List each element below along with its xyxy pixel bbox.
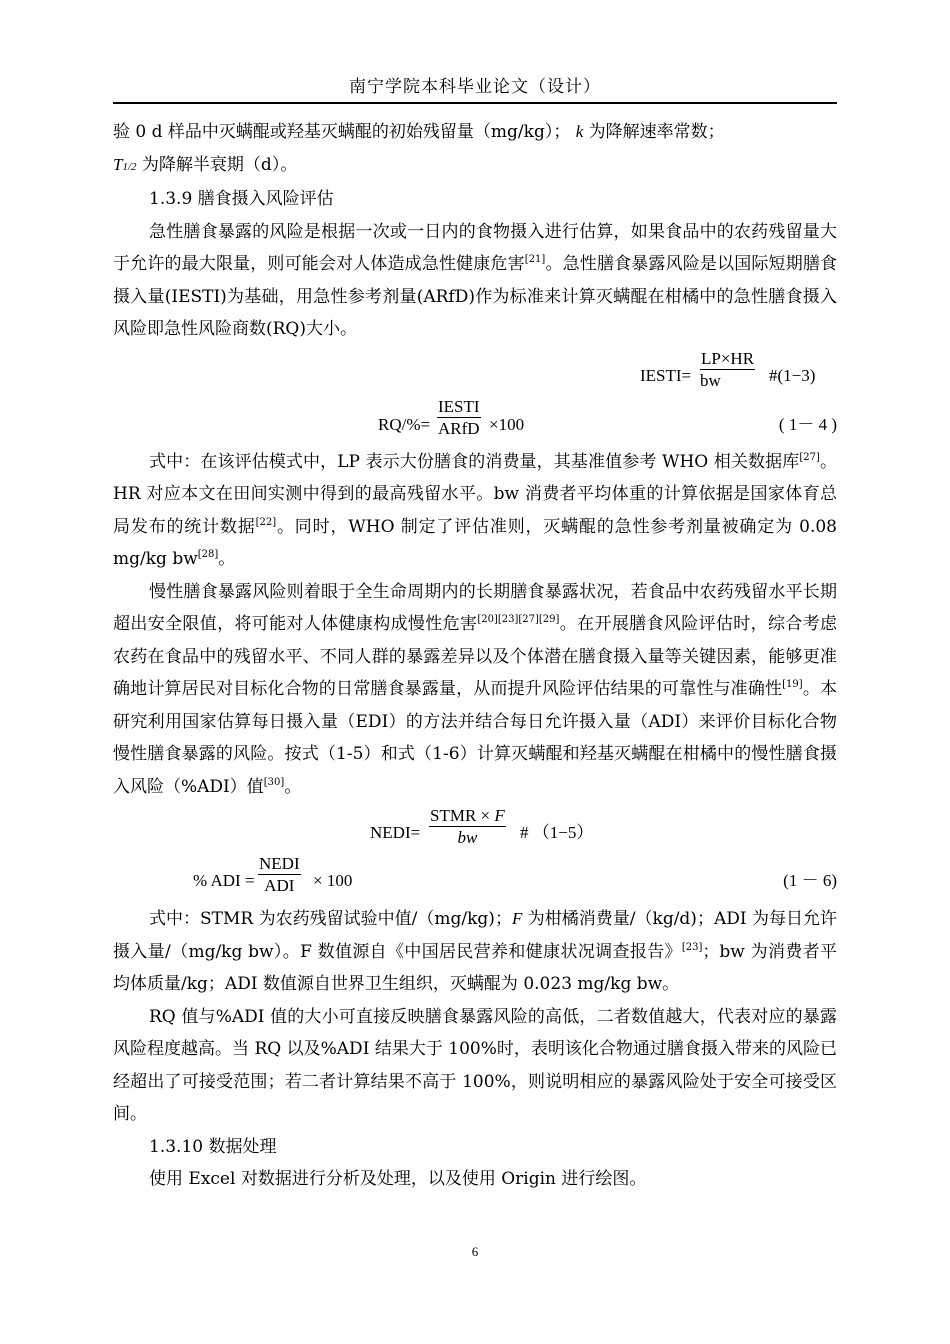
citation: [28]	[197, 549, 219, 560]
variable-k: k	[575, 122, 584, 141]
equation-fraction: $\frac{LP\times HR}{bw}$	[700, 348, 755, 390]
paragraph-intro: 验 0 d 样品中灭螨醌或羟基灭螨醌的初始残留量（mg/kg）； k 为降解速率常数； T1/2 为降解半衰期（d）。	[113, 122, 725, 175]
equation-fraction: IESTI ARfD	[437, 396, 480, 438]
equation-1-5: NEDI= STMR × F bw # （1−5）	[113, 803, 837, 853]
equation-tag: # （1−5）	[520, 823, 594, 842]
paragraph-data-processing: 使用 Excel 对数据进行分析及处理，以及使用 Origin 进行绘图。	[149, 1169, 647, 1189]
equation-fraction: NEDI ADI	[259, 854, 300, 895]
equation-number: ( 1－ 4 )	[778, 414, 837, 434]
equation-tag: #(1−3)	[769, 365, 816, 385]
paragraph-acute-risk: 急性膳食暴露的风险是根据一次或一日内的食物摄入进行估算，如果食品中的农药残留量大于允许的最大限量，则可能会对人体造成急性健康危害[21]。急性膳食暴露风险是以国际短期膳食摄入量(IESTI)为基础，用急性参考剂量(ARfD)作为标准来计算灭螨醌在柑橘中的急性膳食摄入风险即急性风险商数(RQ)大小。	[113, 221, 838, 339]
equation-fraction: STMR × F bw	[430, 806, 505, 847]
citation: [20][23][27][29]	[477, 614, 560, 625]
citation: [22]	[255, 516, 277, 528]
subscript-half: 1/2	[122, 160, 137, 173]
paragraph-where-acute: 式中：在该评估模式中，LP 表示大份膳食的消费量，其基准值参考 WHO 相关数据库[27]。HR 对应本文在田间实测中得到的最高残留水平。bw 消费者平均体重的计算依据是国家体育总局发布的统计数据[22]。同时，WHO 制定了评估准则，灭螨醌的急性参考剂量被确定为 0.08 mg/kg bw[28]。	[113, 451, 837, 569]
equation-1-6: % ADI = NEDI ADI × 100 (1 － 6)	[113, 853, 837, 903]
paragraph-where-chronic: 式中：STMR 为农药残留试验中值/（mg/kg)；F 为柑橘消费量/（kg/d)；ADI 为每日允许摄入量/（mg/kg bw）。F 数值源自《中国居民营养和健康状况调查报告》[23]；bw 为消费者平均体质量/kg；ADI 数值源自世界卫生组织，灭螨醌为 0.023 mg/kg bw。	[113, 909, 837, 994]
header-rule	[113, 102, 837, 104]
page-number: 6	[471, 1244, 479, 1259]
citation: [30]	[263, 776, 285, 788]
section-heading-1-3-9: 1.3.9 膳食摄入风险评估	[149, 189, 334, 209]
citation: [27]	[799, 451, 820, 463]
paragraph-chronic-risk: 慢性膳食暴露风险则着眼于全生命周期内的长期膳食暴露状况，若食品中农药残留水平长期超出安全限值，将可能对人体健康构成慢性危害[20][23][27][29]。在开展膳食风险评估时，综合考虑农药在食品中的残留水平、不同人群的暴露差异以及个体潜在膳食摄入量等关键因素，能够更准确地计算居民对目标化合物的日常膳食暴露量，从而提升风险评估结果的可靠性与准确性[19]。本研究利用国家估算每日摄入量（EDI）的方法并结合每日允许摄入量（ADI）来评价目标化合物慢性膳食暴露的风险。按式（1-5）和式（1-6）计算灭螨醌和羟基灭螨醌在柑橘中的慢性膳食摄入风险（%ADI）值[30]。	[113, 581, 838, 797]
page-header: 南宁学院本科毕业论文（设计）	[349, 77, 601, 97]
citation: [21]	[524, 254, 546, 265]
citation: [23]	[681, 941, 703, 953]
paragraph-rq-interpretation: RQ 值与%ADI 值的大小可直接反映膳食暴露风险的高低，二者数值越大，代表对应的暴露风险程度越高。当 RQ 以及%ADI 结果大于 100%时，表明该化合物通过膳食摄入带来的风险已经超出了可接受范围；若二者计算结果不高于 100%，则说明相应的暴露风险处于安全可接受区间。	[113, 1006, 837, 1124]
page-body	[113, 116, 837, 1196]
variable-t: T	[113, 154, 123, 174]
equation-number: (1 － 6)	[783, 871, 837, 890]
citation: [19]	[782, 679, 803, 690]
equation-1-3: IESTI= $\frac{LP\times HR}{bw}$ #(1−3)	[113, 346, 837, 396]
equation-1-4: RQ/%= IESTI ARfD ×100 ( 1－ 4 )	[113, 396, 837, 446]
section-heading-1-3-10: 1.3.10 数据处理	[149, 1136, 277, 1157]
